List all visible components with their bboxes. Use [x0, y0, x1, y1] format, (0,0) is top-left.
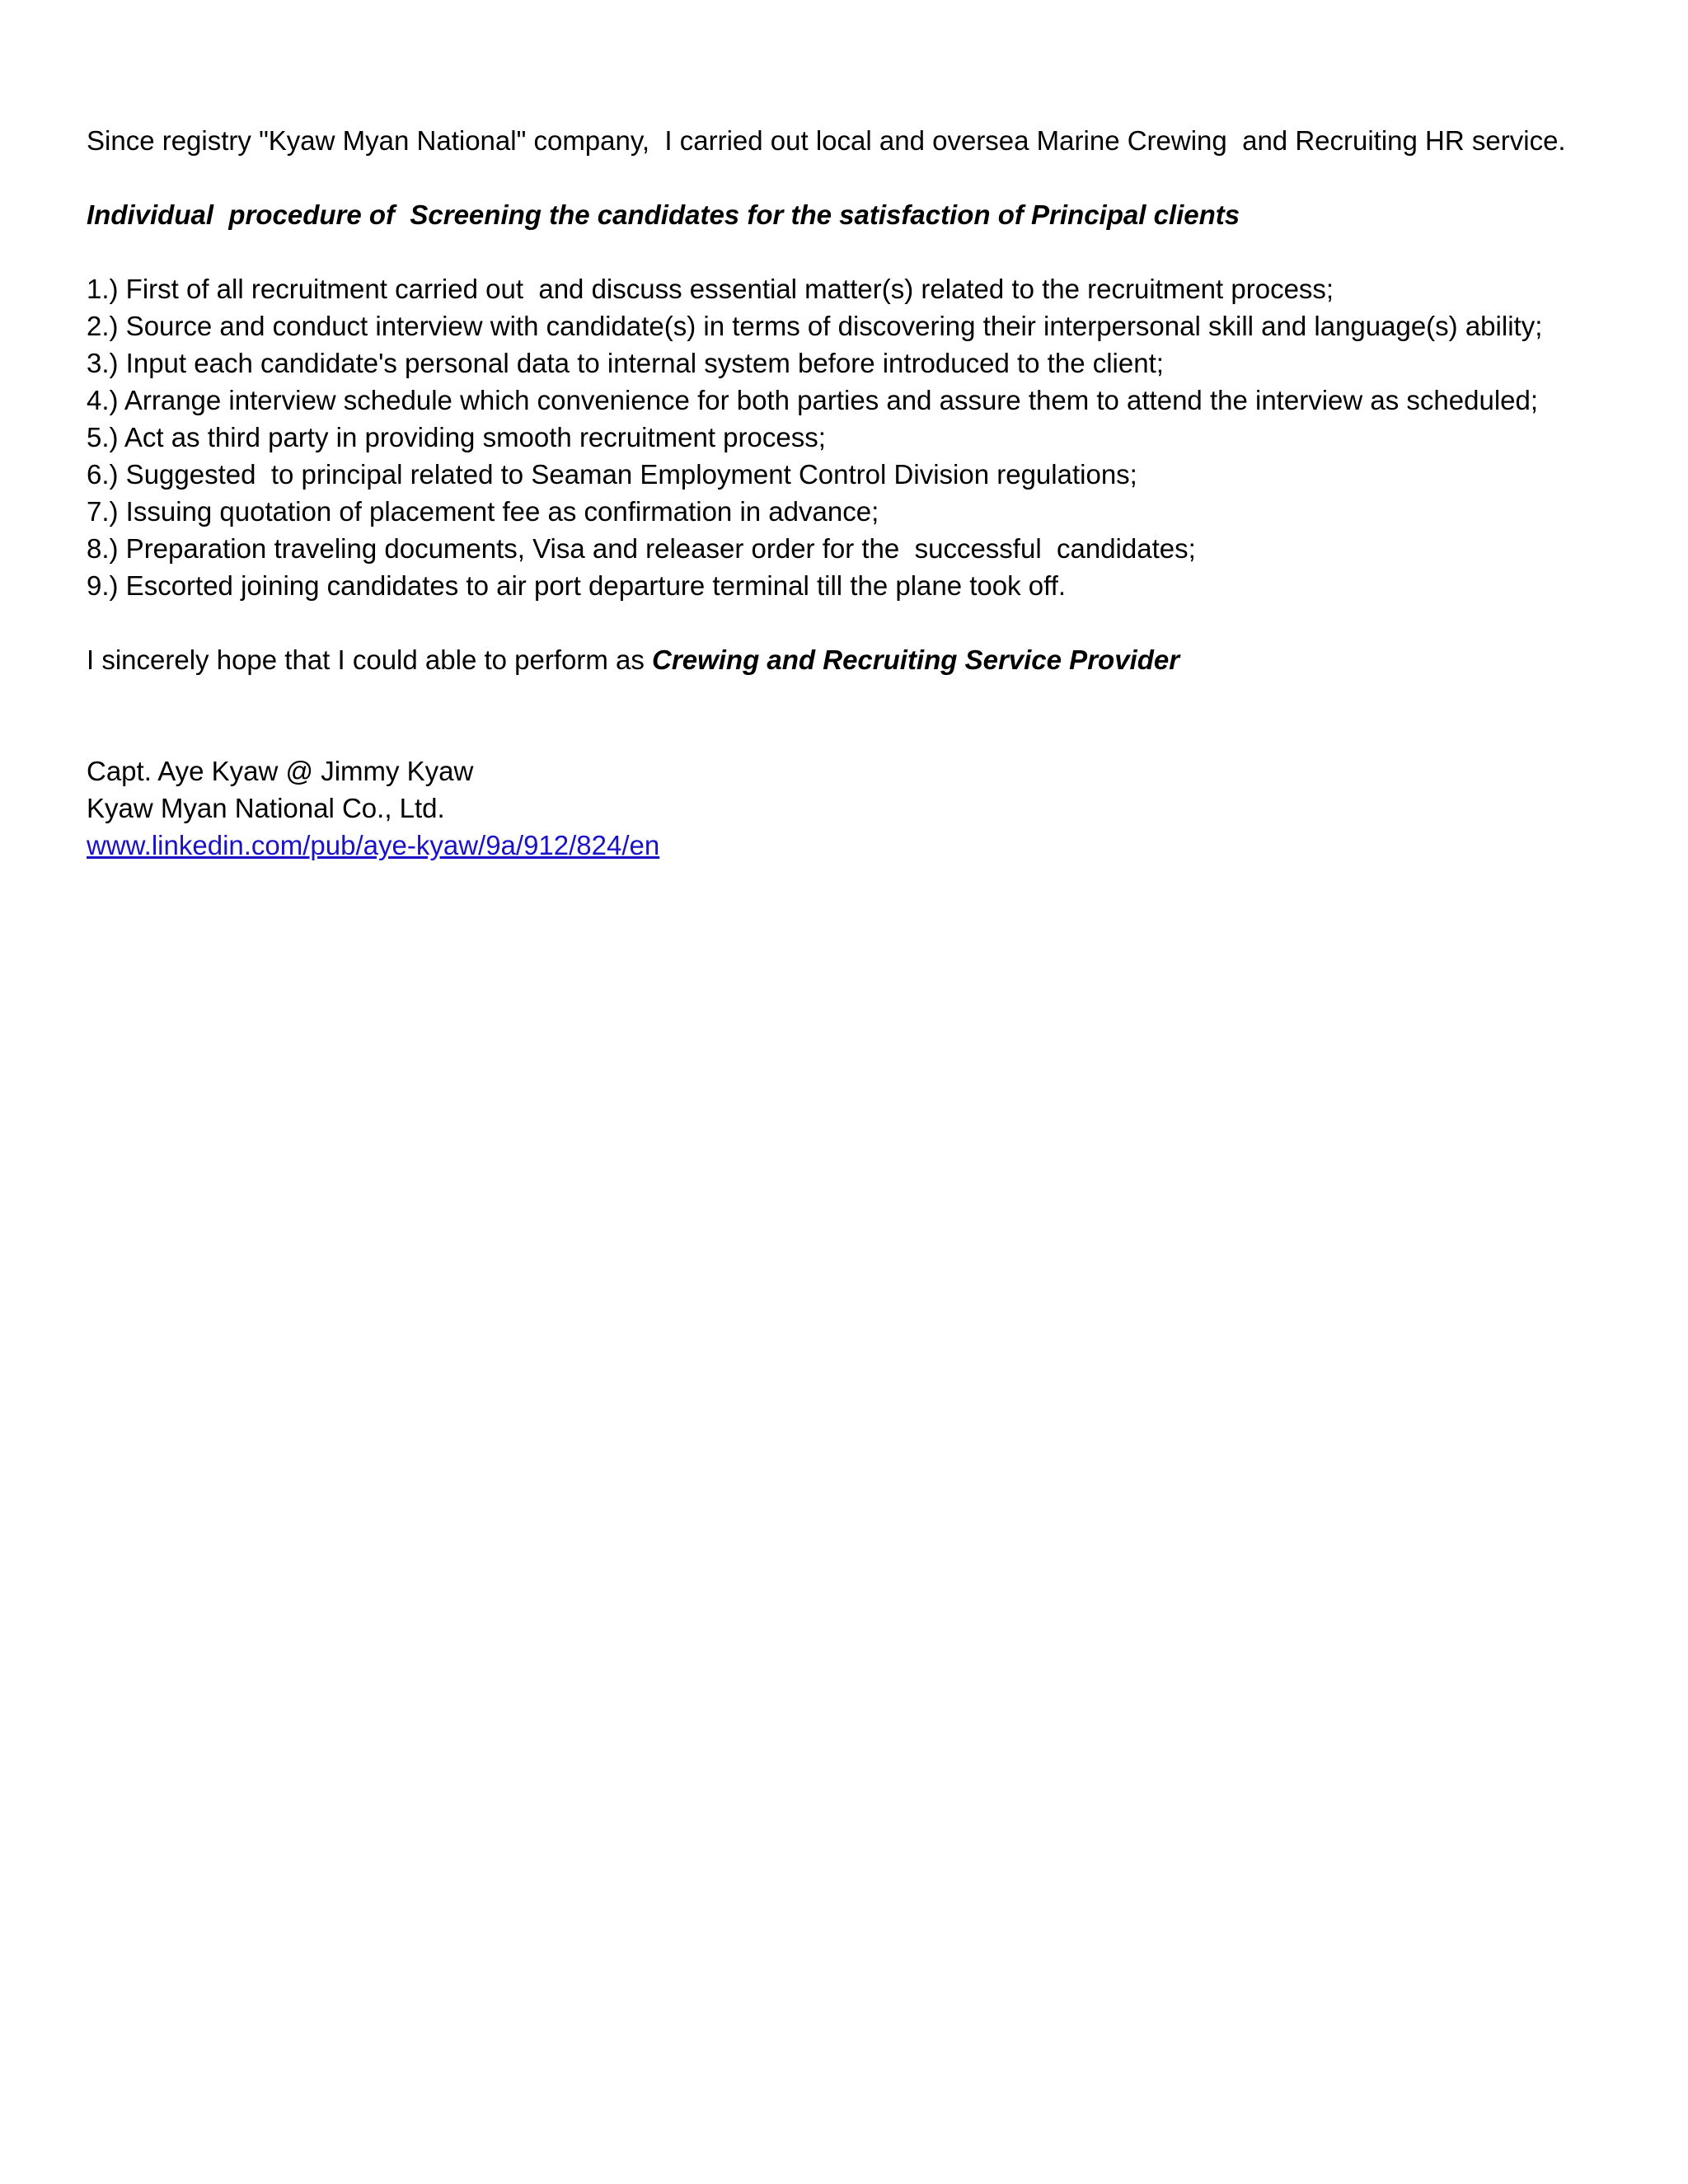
procedure-step-9: 9.) Escorted joining candidates to air port departure terminal till the plane took off.	[87, 570, 1067, 601]
procedure-step-5: 5.) Act as third party in providing smooth recruitment process;	[87, 422, 826, 452]
signature-company: Kyaw Myan National Co., Ltd.	[87, 793, 445, 823]
procedure-steps-list	[87, 270, 1636, 604]
intro-paragraph: Since registry "Kyaw Myan National" company, I carried out local and oversea Marine Crewing and Recruiting HR service.	[87, 125, 1566, 156]
signature-link-line	[87, 827, 1636, 864]
procedure-step-8: 8.) Preparation traveling documents, Visa and releaser order for the successful candidates;	[87, 533, 1196, 564]
procedure-step-6: 6.) Suggested to principal related to Seaman Employment Control Division regulations;	[87, 459, 1137, 490]
closing-sentence	[87, 641, 1636, 678]
spacer	[87, 233, 1636, 270]
procedure-step-3: 3.) Input each candidate's personal data to internal system before introduced to the client;	[87, 348, 1164, 378]
spacer	[87, 678, 1636, 752]
procedure-step-4: 4.) Arrange interview schedule which convenience for both parties and assure them to attend the interview as scheduled;	[87, 385, 1539, 415]
procedure-step-1: 1.) First of all recruitment carried out and discuss essential matter(s) related to the recruitment process;	[87, 274, 1334, 304]
procedure-step-7: 7.) Issuing quotation of placement fee as confirmation in advance;	[87, 496, 879, 527]
closing-text: I sincerely hope that I could able to perform as	[87, 644, 653, 675]
signature-name: Capt. Aye Kyaw @ Jimmy Kyaw	[87, 756, 474, 786]
procedure-heading: Individual procedure of Screening the candidates for the satisfaction of Principal clients	[87, 199, 1240, 230]
spacer	[87, 604, 1636, 641]
closing-emphasis: Crewing and Recruiting Service Provider	[652, 644, 1180, 675]
spacer	[87, 159, 1636, 196]
linkedin-link[interactable]: www.linkedin.com/pub/aye-kyaw/9a/912/824/en	[87, 830, 660, 860]
letter-body	[87, 122, 1636, 864]
procedure-step-2: 2.) Source and conduct interview with candidate(s) in terms of discovering their interpersonal skill and language(s) ability;	[87, 311, 1543, 341]
